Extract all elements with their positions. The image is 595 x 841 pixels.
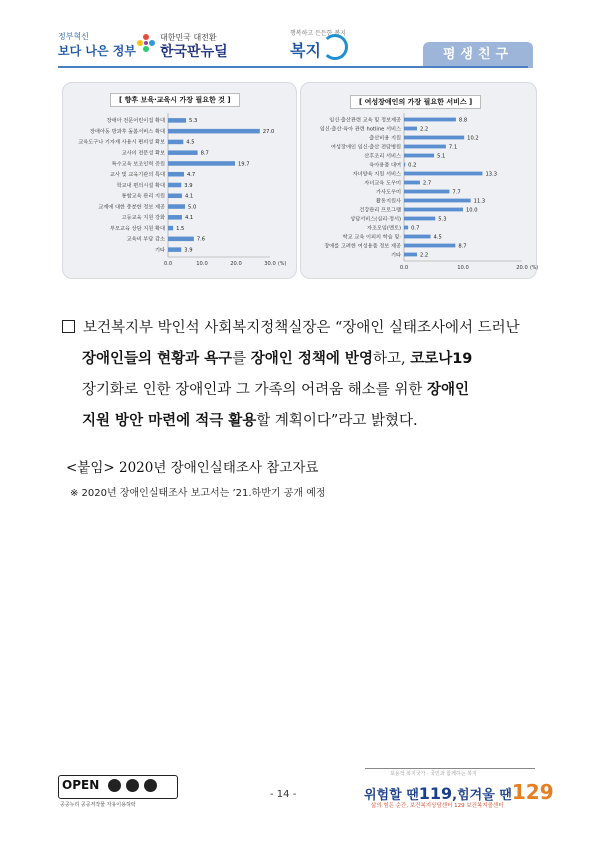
para-bold-1: 장애인들의 현황과 욕구 (82, 351, 233, 367)
data-label: 11.3 (473, 198, 486, 205)
data-label: 4.7 (186, 172, 196, 179)
data-label: 2.2 (419, 126, 429, 133)
tick-label: 20.0 (516, 265, 528, 271)
slogan-part-a: 위험할 땐 (364, 788, 419, 803)
data-label: 4.5 (433, 234, 442, 241)
logo-welfare-top: 행복하고 든든한 복지 (290, 30, 346, 37)
data-label: 2.7 (422, 180, 432, 187)
unit-label: (%) (530, 266, 539, 271)
chart-title-left: [ 향후 보육·교육시 가장 필요한 것 ] (110, 93, 240, 107)
footer-slogan-sub: 삶의 힘든 순간, 보건복지상담센터 129 보건복지콜센터 (371, 803, 504, 809)
category-label: 학교 교육 이외의 학습 및· (342, 234, 401, 241)
noncommercial-icon (126, 779, 139, 792)
bar (168, 161, 235, 166)
slogan-number-119: 119 (418, 784, 453, 803)
data-label: 5.3 (438, 216, 447, 223)
tick-label: 10.0 (196, 261, 208, 267)
category-label: 장애아 전문어린이집 확대 (106, 118, 165, 125)
bar (404, 199, 471, 203)
tick-label: 30.0 (264, 261, 276, 267)
bar (404, 244, 455, 248)
bar (404, 127, 417, 131)
category-label: 여성장애인 임신·출산 전담병원 (330, 144, 401, 151)
category-label: 출산비용 지원 (369, 135, 401, 142)
para-line-1: 보건복지부 박인석 사회복지정책실장은 “장애인 실태조사에서 드러난 (83, 320, 520, 336)
bar (404, 172, 482, 176)
data-label: 4.1 (184, 215, 194, 222)
bar (168, 129, 260, 134)
category-label: 자녀교육 도우미 (364, 180, 401, 187)
data-label: 19.7 (237, 161, 250, 168)
data-label: 8.7 (200, 150, 209, 157)
attachment-heading: <붙임> 2020년 장애인실태조사 참고자료 (66, 460, 319, 476)
attribution-icon (108, 779, 121, 792)
bar (404, 235, 431, 239)
para-text-1: 를 (232, 351, 251, 367)
bar (404, 118, 456, 122)
open-license-subtitle: 공공누리 공공저작물 자유이용허락 (60, 802, 136, 808)
bar (168, 183, 181, 188)
bar (404, 163, 405, 167)
data-label: 2.2 (419, 252, 429, 259)
data-label: 0.2 (408, 162, 417, 169)
new-deal-flower-icon (136, 33, 156, 53)
category-label: 교육비 부담 감소 (126, 236, 165, 243)
data-label: 8.7 (458, 243, 467, 250)
data-label: 27.0 (262, 128, 275, 135)
bar (404, 154, 434, 158)
tick-label: 0.0 (163, 261, 173, 267)
data-label: 5.1 (437, 153, 446, 160)
para-text-2: 하고, (372, 351, 411, 367)
bar (404, 208, 463, 212)
bar (404, 181, 420, 185)
bar (168, 118, 186, 123)
data-label: 1.5 (176, 225, 185, 232)
bar (168, 237, 194, 242)
footer-slogan-small: 포용적 복지국가 · 국민과 함께하는 복지 (390, 771, 477, 777)
data-label: 4.5 (186, 139, 195, 146)
chart-title-right: [ 여성장애인의 가장 필요한 서비스 ] (350, 95, 481, 109)
category-label: 고등교육 지원 강화 (121, 215, 165, 222)
category-label: 산후조리 서비스 (364, 153, 401, 160)
logo-new-deal-top: 대한민국 대전환 (160, 33, 217, 42)
bar (168, 226, 173, 231)
bar (168, 140, 183, 145)
data-label: 13.3 (485, 171, 498, 178)
bar (404, 217, 435, 221)
unit-label: (%) (278, 262, 287, 267)
no-derivatives-icon (144, 779, 157, 792)
category-label: 활동지원사 (375, 198, 401, 205)
tick-label: 0.0 (399, 265, 409, 271)
para-text-3: 할 계획이다”라고 밝혔다. (256, 413, 418, 429)
tick-label: 10.0 (457, 265, 469, 271)
bar (168, 172, 184, 177)
header-divider (58, 66, 528, 68)
category-label: 자녀양육 지원 서비스 (352, 171, 401, 178)
bar (168, 204, 185, 209)
page-number: - 14 - (270, 789, 297, 800)
main-paragraph (62, 313, 542, 437)
data-label: 5.0 (188, 204, 197, 211)
data-label: 8.8 (458, 117, 468, 124)
bar (404, 253, 417, 257)
data-label: 3.9 (184, 182, 193, 189)
para-line-3: 장기화로 인한 장애인과 그 가족의 어려움 해소를 위한 (82, 382, 428, 398)
bar (168, 194, 182, 199)
logo-welfare: 복지 (290, 41, 321, 60)
bar (168, 150, 198, 155)
category-label: 학교내 편의시설 확대 (116, 182, 165, 189)
category-label: 기타 (390, 252, 401, 259)
para-bold-3: 코로나19 (410, 351, 473, 367)
open-license-label: OPEN (62, 778, 100, 792)
chart-women-services (300, 82, 539, 277)
logo-government-innovation: 보다 나은 정부 (58, 44, 136, 58)
data-label: 7.6 (196, 236, 206, 243)
category-label: 건강관리 프로그램 (359, 207, 401, 214)
bar (168, 247, 181, 252)
category-label: 교사의 전문성 확보 (121, 150, 165, 157)
tick-label: 20.0 (230, 261, 242, 267)
header-tab: 평생친구 (423, 42, 533, 68)
category-label: 교사 및 교육기관의 특대 (109, 172, 165, 179)
bar (404, 145, 446, 149)
report-note: ※ 2020년 장애인실태조사 보고서는 ’21.하반기 공개 예정 (70, 488, 326, 499)
data-label: 10.0 (466, 207, 478, 214)
category-label: 임신·출산관련 교육 및 정보제공 (329, 117, 401, 124)
category-label: 통합교육 관리 지원 (121, 193, 165, 200)
chart-education-needs (62, 82, 295, 277)
bar (404, 136, 464, 140)
welfare-circle-icon (322, 34, 348, 60)
data-label: 0.7 (411, 225, 420, 232)
slogan-part-b: ,힘겨울 땐 (452, 788, 512, 803)
category-label: 장애를 고려한 여성용품 정보 제공 (324, 243, 401, 250)
checkbox-bullet-icon (62, 320, 75, 333)
data-label: 7.1 (448, 144, 458, 151)
category-label: 특수교육 보조인력 증원 (111, 161, 165, 168)
data-label: 4.1 (184, 193, 194, 200)
bar (404, 190, 449, 194)
bar (404, 226, 408, 230)
category-label: 상담서비스(심리·정서) (350, 216, 401, 223)
para-bold-4: 장애인 (427, 382, 470, 398)
logo-government-innovation-top: 정부혁신 (58, 32, 89, 41)
data-label: 5.3 (189, 118, 198, 125)
data-label: 3.9 (184, 247, 193, 254)
category-label: 임신·출산·육아 관련 hotline 서비스 (319, 126, 401, 133)
category-label: 교육도구나 기자재 사용시 편의성 확보 (78, 139, 165, 146)
category-label: 육아용품 대여 (369, 162, 401, 169)
category-label: 장애아동 방과후 돌봄서비스 확대 (89, 128, 165, 135)
category-label: 자조모임(멘토) (366, 225, 401, 232)
para-bold-5: 지원 방안 마련에 적극 활용 (82, 413, 257, 429)
category-label: 교재에 대한 충분한 정보 제공 (98, 204, 165, 211)
slogan-number-129: 129 (511, 780, 554, 804)
para-bold-2: 장애인 정책에 반영 (250, 351, 373, 367)
category-label: 부모교육 상담 지원 확대 (109, 225, 165, 232)
logo-new-deal: 한국판뉴딜 (160, 44, 228, 60)
data-label: 7.7 (452, 189, 461, 196)
data-label: 10.2 (467, 135, 479, 142)
category-label: 가사도우미 (375, 189, 401, 196)
category-label: 기타 (154, 247, 165, 254)
footer-divider (365, 768, 535, 769)
bar (168, 215, 182, 220)
